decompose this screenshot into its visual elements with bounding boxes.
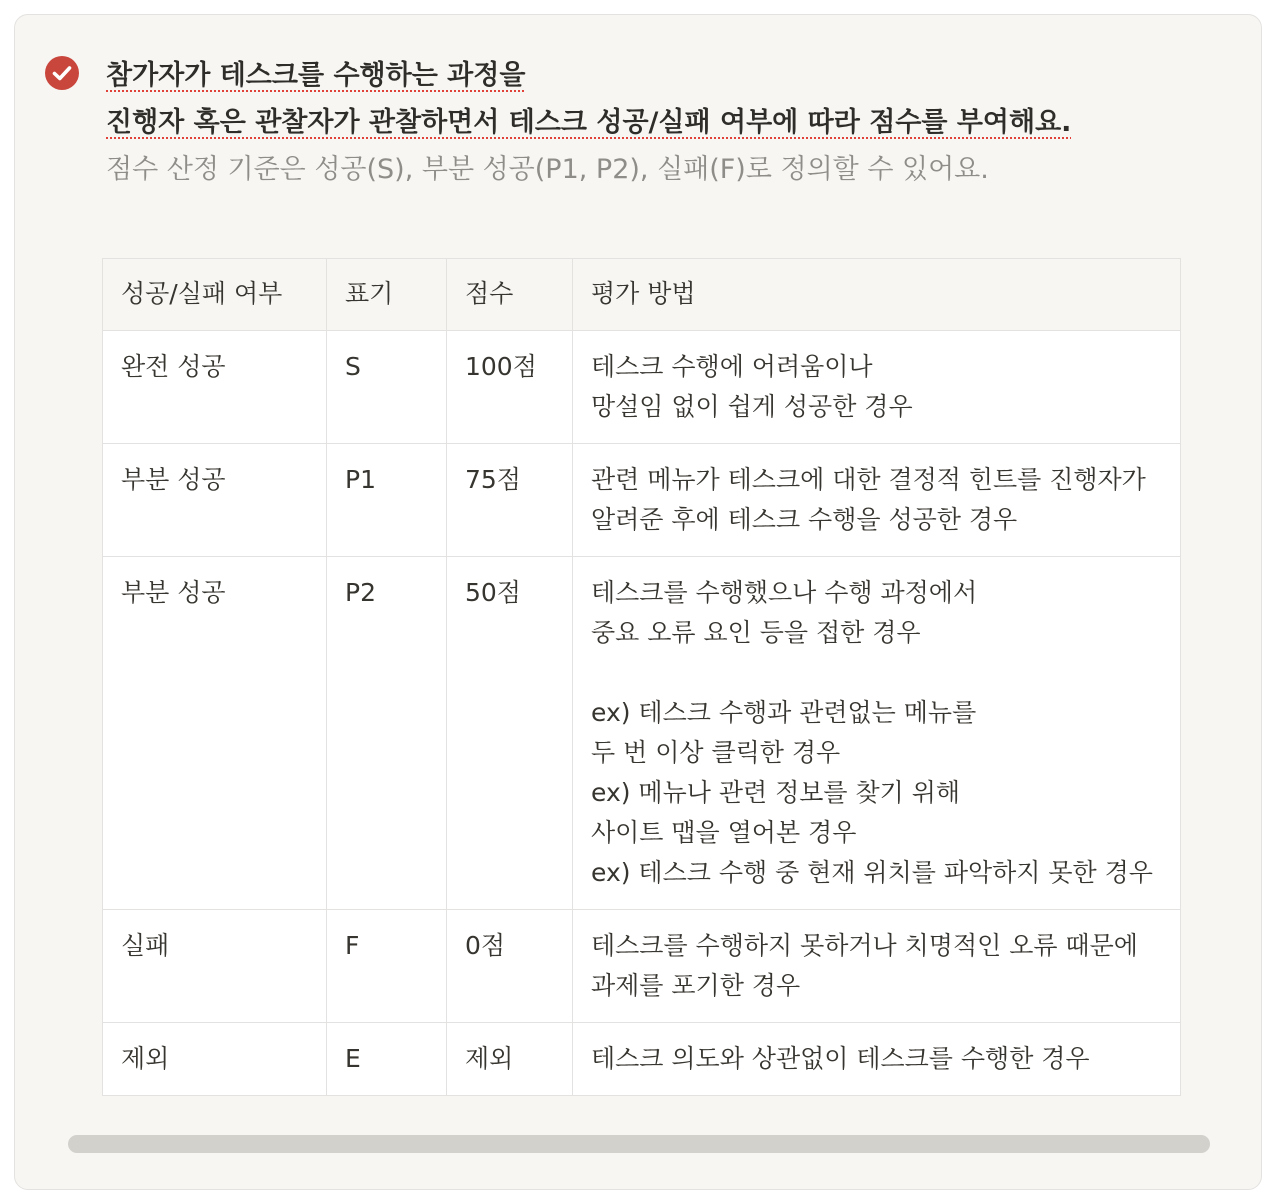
header-code: 표기 bbox=[327, 259, 447, 331]
table-row bbox=[103, 1023, 1181, 1096]
code-cell: F bbox=[327, 910, 447, 1023]
method-line: 두 번 이상 클릭한 경우 bbox=[591, 738, 841, 767]
method-line: 사이트 맵을 열어본 경우 bbox=[591, 818, 857, 847]
header-method: 평가 방법 bbox=[573, 259, 1181, 331]
code-cell: P2 bbox=[327, 557, 447, 910]
score-cell: 100점 bbox=[447, 331, 573, 444]
table-row bbox=[103, 910, 1181, 1023]
method-line: 테스크 의도와 상관없이 테스크를 수행한 경우 bbox=[591, 1044, 1090, 1073]
table-row bbox=[103, 331, 1181, 444]
method-line: 알려준 후에 테스크 수행을 성공한 경우 bbox=[591, 505, 1018, 534]
code-cell: E bbox=[327, 1023, 447, 1096]
method-cell bbox=[573, 1023, 1181, 1096]
callout-text bbox=[106, 52, 1216, 193]
table-header-row bbox=[103, 259, 1181, 331]
method-line: 테스크를 수행했으나 수행 과정에서 bbox=[591, 578, 978, 607]
horizontal-scrollbar[interactable] bbox=[68, 1135, 1210, 1153]
method-line: 관련 메뉴가 테스크에 대한 결정적 힌트를 진행자가 bbox=[591, 465, 1146, 494]
callout-title-line-2: 진행자 혹은 관찰자가 관찰하면서 테스크 성공/실패 여부에 따라 점수를 부여해요. bbox=[106, 107, 1072, 138]
header-score: 점수 bbox=[447, 259, 573, 331]
status-cell: 완전 성공 bbox=[103, 331, 327, 444]
check-circle-icon bbox=[45, 56, 79, 90]
score-cell: 75점 bbox=[447, 444, 573, 557]
callout-title-line-1: 참가자가 테스크를 수행하는 과정을 bbox=[106, 60, 526, 91]
status-cell: 제외 bbox=[103, 1023, 327, 1096]
evaluation-criteria-table bbox=[102, 258, 1181, 1096]
table-row bbox=[103, 557, 1181, 910]
status-cell: 부분 성공 bbox=[103, 444, 327, 557]
code-cell: P1 bbox=[327, 444, 447, 557]
method-cell bbox=[573, 557, 1181, 910]
status-cell: 실패 bbox=[103, 910, 327, 1023]
header-status: 성공/실패 여부 bbox=[103, 259, 327, 331]
method-line: 테스크를 수행하지 못하거나 치명적인 오류 때문에 bbox=[591, 931, 1138, 960]
method-cell bbox=[573, 331, 1181, 444]
status-cell: 부분 성공 bbox=[103, 557, 327, 910]
method-line: 중요 오류 요인 등을 접한 경우 bbox=[591, 618, 921, 647]
method-line: 망설임 없이 쉽게 성공한 경우 bbox=[591, 392, 913, 421]
method-cell bbox=[573, 444, 1181, 557]
method-line: ex) 테스크 수행 중 현재 위치를 파악하지 못한 경우 bbox=[591, 858, 1153, 887]
method-line: ex) 메뉴나 관련 정보를 찾기 위해 bbox=[591, 778, 961, 807]
method-line: 과제를 포기한 경우 bbox=[591, 971, 801, 1000]
callout-subtitle: 점수 산정 기준은 성공(S), 부분 성공(P1, P2), 실패(F)로 정의할 수 있어요. bbox=[106, 154, 989, 185]
table-row bbox=[103, 444, 1181, 557]
score-cell: 0점 bbox=[447, 910, 573, 1023]
score-cell: 50점 bbox=[447, 557, 573, 910]
score-cell: 제외 bbox=[447, 1023, 573, 1096]
method-line bbox=[591, 653, 1162, 693]
method-cell bbox=[573, 910, 1181, 1023]
method-line: 테스크 수행에 어려움이나 bbox=[591, 352, 873, 381]
code-cell: S bbox=[327, 331, 447, 444]
method-line: ex) 테스크 수행과 관련없는 메뉴를 bbox=[591, 698, 977, 727]
